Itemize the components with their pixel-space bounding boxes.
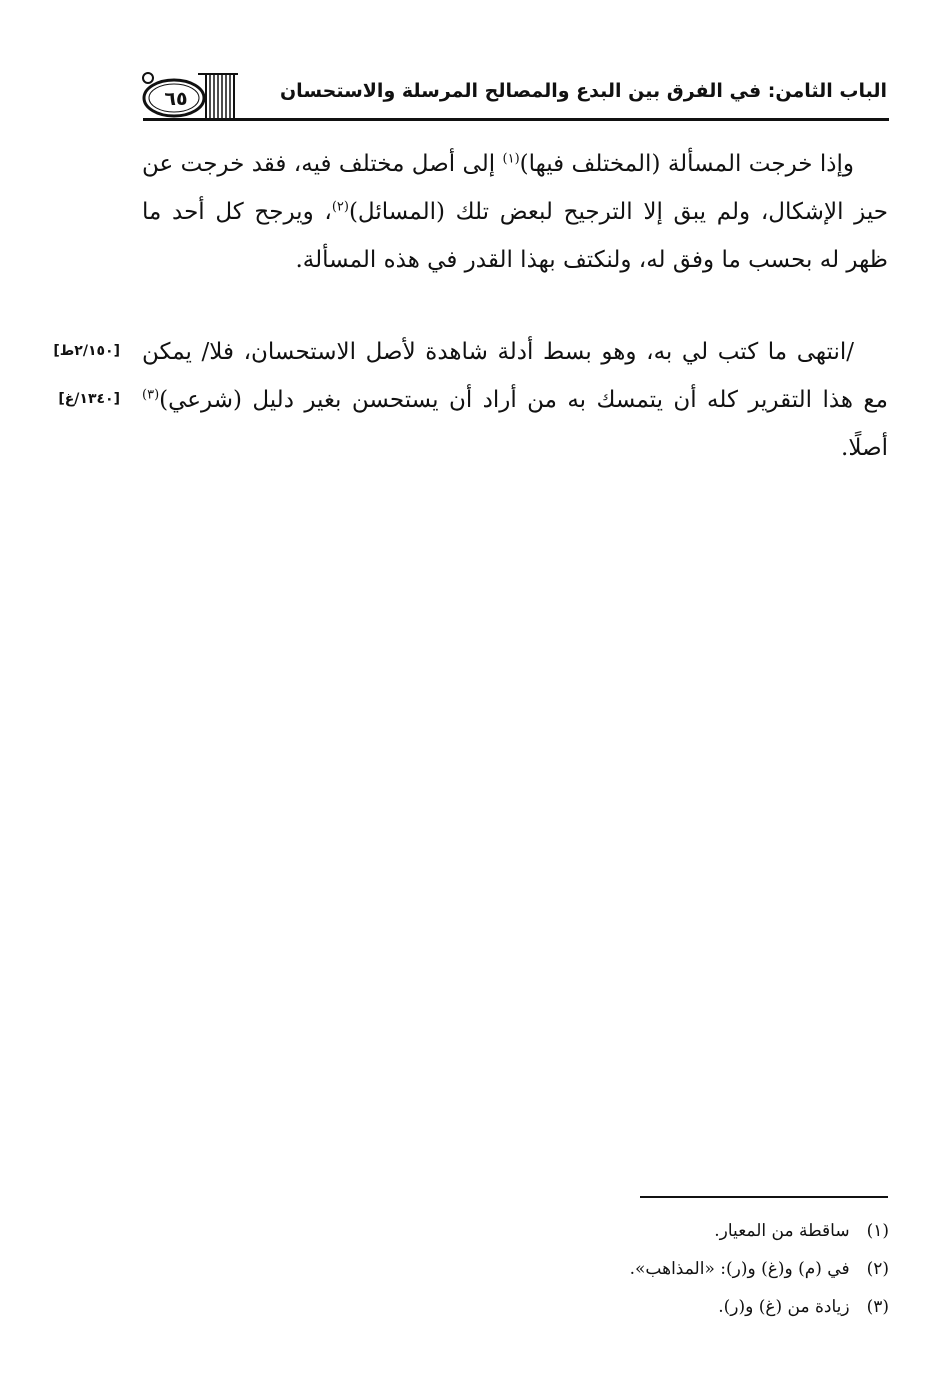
chapter-title: الباب الثامن: في الفرق بين البدع والمصالح المرسلة والاستحسان — [279, 80, 887, 102]
footnotes — [189, 1212, 889, 1326]
footnote-number: (١) — [866, 1221, 889, 1241]
footnote-text: ساقطة من المعيار. — [714, 1221, 850, 1241]
page-number: ٦٥ — [164, 88, 188, 110]
footnote-ref-1: (١) — [502, 151, 520, 167]
p1-text-b: إلى أصل مختلف فيه، فقد خرجت عن حيز الإشكال، ولم يبق إلا الترجيح لبعض تلك (المسائل) — [142, 151, 888, 225]
footnote-separator — [640, 1196, 888, 1198]
footnote-ref-2: (٢) — [331, 199, 349, 215]
footnote-item — [189, 1250, 889, 1288]
footnote-item — [189, 1288, 889, 1326]
header-rule — [143, 118, 889, 121]
footnote-number: (٣) — [866, 1297, 889, 1317]
footnote-ref-3: (٣) — [142, 387, 160, 403]
p2-text-a: /انتهى ما كتب لي به، وهو بسط أدلة شاهدة لأصل الاستحسان، فلا/ يمكن مع هذا التقرير كله أن يتمسك به من أراد أن يستحسن بغير دليل (شرعي) — [142, 339, 888, 413]
footnote-text: في (م) و(غ) و(ر): «المذاهب». — [629, 1259, 850, 1279]
manuscript-ref-1: [٢/١٥٠ط] — [53, 343, 120, 359]
paragraph-1 — [142, 140, 888, 284]
manuscript-ref-2: [١٣٤٠/غ] — [58, 391, 120, 407]
p2-text-b: أصلًا. — [841, 435, 888, 461]
p1-text-c: ، ويرجح كل أحد ما ظهر له بحسب ما وفق له، ولنكتف بهذا القدر في هذه المسألة. — [142, 199, 888, 273]
paragraph-2 — [142, 328, 888, 472]
footnote-number: (٢) — [866, 1259, 889, 1279]
p1-text-a: وإذا خرجت المسألة (المختلف فيها) — [519, 151, 854, 177]
footnote-text: زيادة من (غ) و(ر). — [718, 1297, 850, 1317]
footnote-item — [189, 1212, 889, 1250]
